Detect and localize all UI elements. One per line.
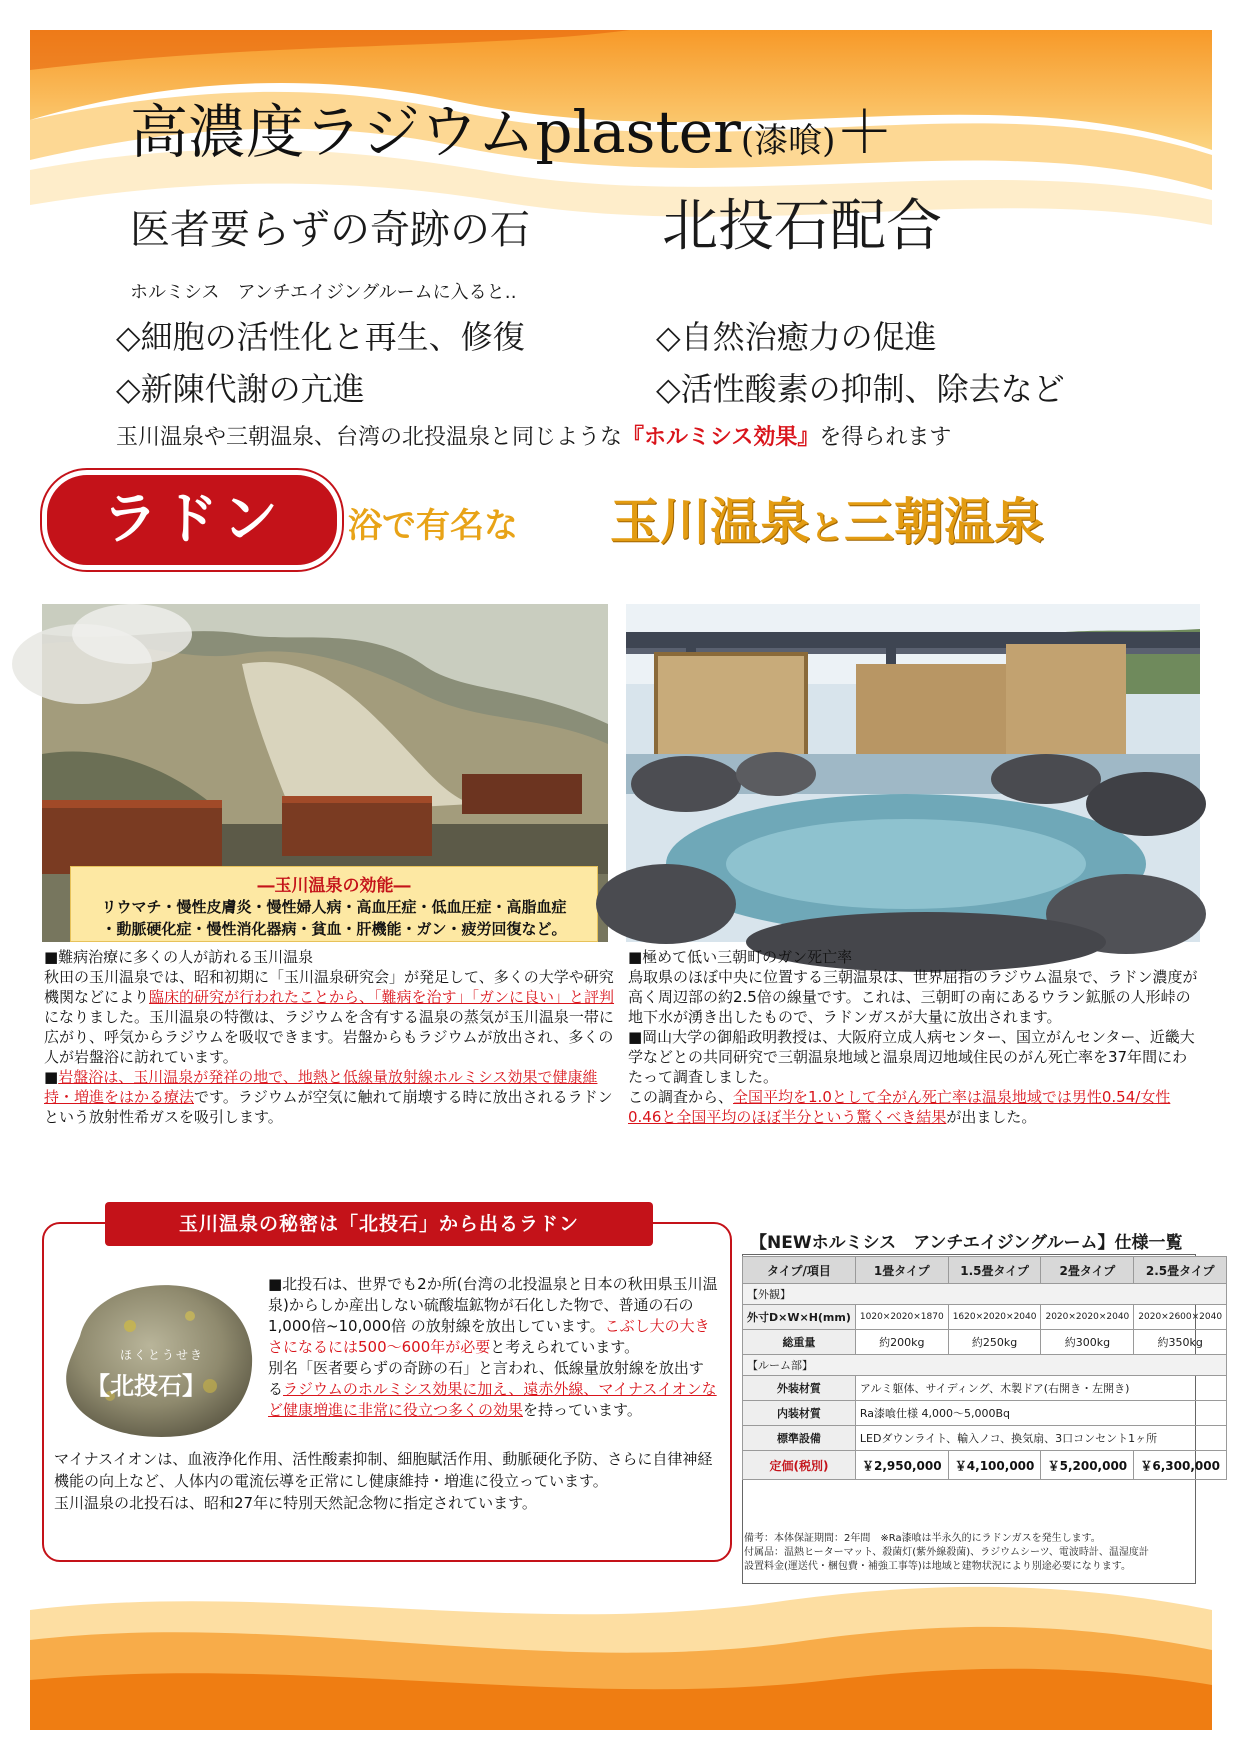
section-label: 【ルーム部】	[743, 1355, 1227, 1376]
section-label: 【外観】	[743, 1284, 1227, 1305]
stone-name: 【北投石】	[86, 1372, 206, 1400]
table-header-cell: 1.5畳タイプ	[948, 1257, 1041, 1284]
table-cell: 約350kg	[1134, 1330, 1227, 1355]
hokuto-paragraph-1: ■北投石は、世界でも2か所(台湾の北投温泉と日本の秋田県玉川温泉)からしか産出しない硫酸塩鉱物が石化した物で、普通の石の1,000倍~10,000倍 の放射線を放出しています。こぶし大の大きさになるには500～600年が必要と考えられています。	[268, 1275, 718, 1356]
spec-notes	[744, 1532, 1196, 1574]
tamagawa-description	[44, 947, 616, 1127]
table-row	[743, 1330, 1227, 1355]
benefit-item: ◇活性酸素の抑制、除去など	[656, 370, 1065, 408]
bottom-wave-decoration	[30, 1560, 1212, 1730]
row-label: 内装材質	[743, 1401, 856, 1426]
spec-title: 【NEWホルミシス アンチエイジングルーム】仕様一覧	[750, 1233, 1183, 1253]
hokuto-paragraph-2: 別名「医者要らずの奇跡の石」と言われ、低線量放射線を放出するラジウムのホルミシス効果に加え、遠赤外線、マイナスイオンなど健康増進に非常に役立つ多くの効果を持っています。	[268, 1359, 717, 1419]
tamagawa-heading: ■難病治療に多くの人が訪れる玉川温泉	[44, 948, 314, 966]
table-row	[743, 1305, 1227, 1330]
misasa-paragraph-2: ■岡山大学の御船政明教授は、大阪府立成人病センター、国立がんセンター、近畿大学などとの共同研究で三朝温泉地域と温泉周辺地域住民のがん死亡率を37年間にわたって調査しました。	[628, 1028, 1195, 1086]
hokuto-description	[268, 1274, 718, 1421]
misasa-description	[628, 947, 1200, 1127]
spec-note: 備考：本体保証期間：2年間 ※Ra漆喰は半永久的にラドンガスを発生します。	[744, 1533, 1101, 1544]
benefit-item: ◇自然治癒力の促進	[656, 318, 937, 356]
subtitle-right: 北投石配合	[662, 194, 942, 259]
benefit-item: ◇細胞の活性化と再生、修復	[116, 318, 525, 356]
minus-ion-description	[54, 1448, 718, 1514]
hokuto-banner: 玉川温泉の秘密は「北投石」から出るラドン	[105, 1202, 653, 1246]
stone-kana: ほくとうせき	[120, 1348, 205, 1362]
table-cell: 2020×2020×2040	[1041, 1305, 1134, 1330]
misasa-heading: ■極めて低い三朝町のガン死亡率	[628, 948, 853, 966]
radon-main-heading: 玉川温泉と三朝温泉	[610, 493, 1044, 551]
table-cell: 2020×2600×2040	[1134, 1305, 1227, 1330]
table-header-cell: 1畳タイプ	[855, 1257, 948, 1284]
misasa-paragraph-1: 鳥取県のほぼ中央に位置する三朝温泉は、世界屈指のラジウム温泉で、ラドン濃度が高く周辺部の約2.5倍の線量です。これは、三朝町の南にあるウラン鉱脈の人形峠の地下水が湧き出したもので、ラドンガスが大量に放出されます。	[628, 968, 1198, 1026]
hokuto-paragraph-4: 玉川温泉の北投石は、昭和27年に特別天然記念物に指定されています。	[54, 1494, 537, 1512]
table-cell: 1020×2020×1870	[855, 1305, 948, 1330]
table-row	[743, 1426, 1227, 1451]
table-header-cell: 2畳タイプ	[1041, 1257, 1134, 1284]
tamagawa-paragraph-1: 秋田の玉川温泉では、昭和初期に「玉川温泉研究会」が発足して、多くの大学や研究機関などにより臨床的研究が行われたことから、「難病を治す」「ガンに良い」と評判になりました。玉川温泉の特徴は、ラジウムを含有する温泉の蒸気が玉川温泉一帯に広がり、呼気からラジウムを吸収できます。岩盤からもラジウムが放出され、多くの人が岩盤浴に訪れています。	[44, 968, 615, 1066]
hokuto-paragraph-3: マイナスイオンは、血液浄化作用、活性酸素抑制、細胞賦活作用、動脈硬化予防、さらに自律神経機能の向上など、人体内の電流伝導を正常にし健康維持・増進に役立っています。	[54, 1450, 713, 1490]
price-cell: ￥2,950,000	[855, 1451, 948, 1480]
effects-heading: ―玉川温泉の効能―	[257, 876, 411, 896]
table-header-cell: 2.5畳タイプ	[1134, 1257, 1227, 1284]
spec-note: 設置料金(運送代・梱包費・補強工事等)は地域と建物状況により別途必要になります。	[744, 1561, 1132, 1572]
table-cell: 約200kg	[855, 1330, 948, 1355]
table-row	[743, 1451, 1227, 1480]
table-cell: 1620×2020×2040	[948, 1305, 1041, 1330]
intro-text: ホルミシス アンチエイジングルームに入ると‥	[130, 282, 517, 303]
table-cell: 約250kg	[948, 1330, 1041, 1355]
flyer-page	[30, 30, 1223, 1730]
summary-line: 玉川温泉や三朝温泉、台湾の北投温泉と同じような『ホルミシス効果』を得られます	[116, 425, 952, 450]
table-header-cell: タイプ/項目	[743, 1257, 856, 1284]
price-cell: ￥6,300,000	[1134, 1451, 1227, 1480]
row-label: 総重量	[743, 1330, 856, 1355]
row-label: 定価(税別)	[743, 1451, 856, 1480]
radon-oval-badge: ラドン	[42, 470, 342, 570]
table-row	[743, 1376, 1227, 1401]
row-label: 外寸D×W×H(mm)	[743, 1305, 856, 1330]
radon-subtitle: 浴で有名な	[348, 506, 518, 546]
table-row	[743, 1284, 1227, 1305]
spec-note: 付属品：温熱ヒーターマット、殺菌灯(紫外線殺菌)、ラジウムシーツ、電波時計、温湿度計	[744, 1547, 1149, 1558]
effects-line: リウマチ・慢性皮膚炎・慢性婦人病・高血圧症・低血圧症・高脂血症	[101, 898, 567, 916]
price-cell: ￥4,100,000	[948, 1451, 1041, 1480]
effects-line: ・動脈硬化症・慢性消化器病・貧血・肝機能・ガン・疲労回復など。	[101, 920, 567, 938]
table-cell: Ra漆喰仕様 4,000～5,000Bq	[855, 1401, 1226, 1426]
spec-table	[742, 1256, 1227, 1480]
benefit-item: ◇新陳代謝の亢進	[116, 370, 365, 408]
price-cell: ￥5,200,000	[1041, 1451, 1134, 1480]
table-row	[743, 1355, 1227, 1376]
table-row	[743, 1401, 1227, 1426]
misasa-onsen-photo	[626, 604, 1200, 942]
table-row	[743, 1257, 1227, 1284]
subtitle-left: 医者要らずの奇跡の石	[130, 207, 530, 253]
row-label: 標準設備	[743, 1426, 856, 1451]
tamagawa-effects-box	[70, 866, 598, 942]
tamagawa-paragraph-2: ■岩盤浴は、玉川温泉が発祥の地で、地熱と低線量放射線ホルミシス効果で健康維持・増進をはかる療法です。ラジウムが空気に触れて崩壊する時に放出されるラドンという放射性希ガスを吸引します。	[44, 1068, 613, 1126]
table-cell: 約300kg	[1041, 1330, 1134, 1355]
misasa-paragraph-3: この調査から、全国平均を1.0として全がん死亡率は温泉地域では男性0.54/女性0.46と全国平均のほぼ半分という驚くべき結果が出ました。	[628, 1088, 1171, 1126]
table-cell: アルミ躯体、サイディング、木製ドア(右開き・左開き)	[855, 1376, 1226, 1401]
row-label: 外装材質	[743, 1376, 856, 1401]
table-cell: LEDダウンライト、輸入ノコ、換気扇、3口コンセント1ヶ所	[855, 1426, 1226, 1451]
main-title: 高濃度ラジウムplaster(漆喰)＋	[130, 98, 894, 166]
